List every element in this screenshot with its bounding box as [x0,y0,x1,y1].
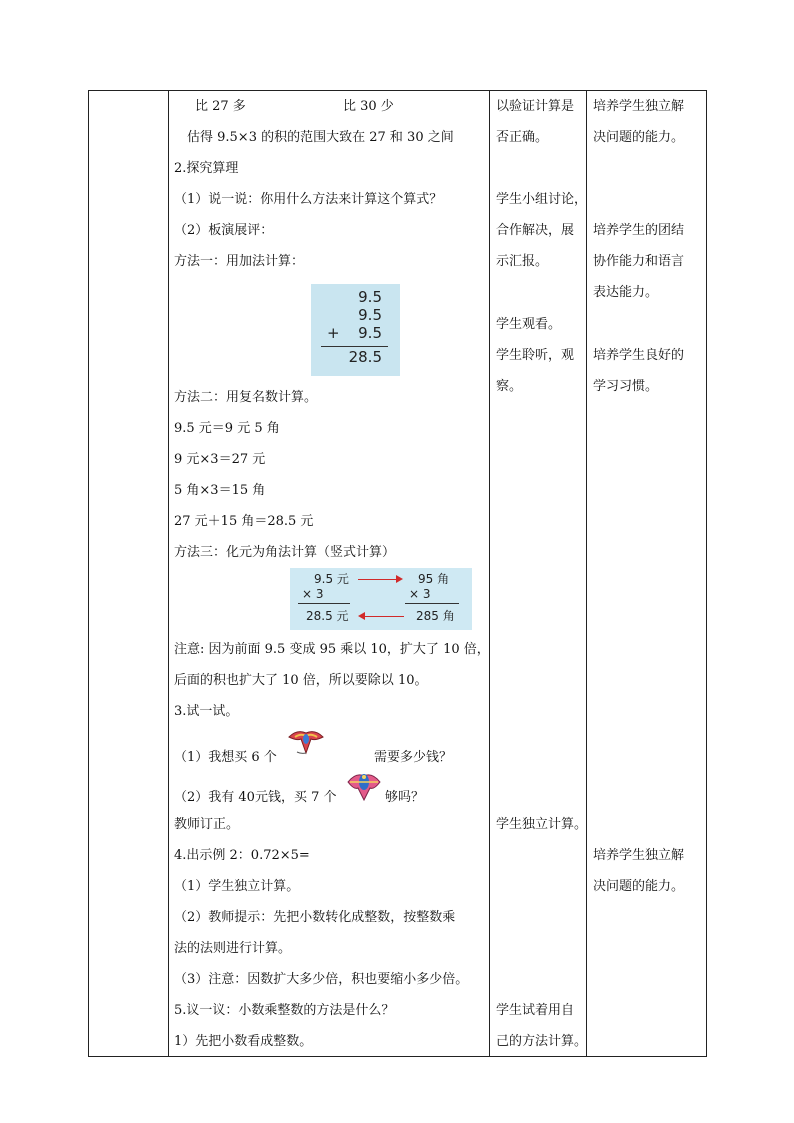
conversion-figure [290,568,472,630]
column-design-intent [587,91,707,1056]
text-line: 协作能力和语言 [593,254,685,269]
text-line: 培养学生独立解 [593,99,685,114]
text-line: 决问题的能力。 [593,130,685,145]
text-line: 否正确。 [496,130,549,145]
text-line: （1）说一说：你用什么方法来计算这个算式？ [174,192,443,207]
left-result: 28.5 元 [306,609,349,623]
text-line: 法的法则进行计算。 [174,941,292,956]
column-teaching-process [169,91,489,1056]
right-multiplier: × 3 [409,587,431,601]
text-line: 培养学生的团结 [593,223,685,238]
text-line: （2）板演展评： [174,223,274,238]
text-line: 学生聆听，观 [496,348,575,363]
text-line: 表达能力。 [593,285,659,300]
addend: 9.5 [358,288,382,306]
text-line: 注意: 因为前面 9.5 变成 95 乘以 10，扩大了 10 倍， [174,642,490,657]
arrow-left [364,616,404,617]
section-heading: 2.探究算理 [174,161,239,176]
text-line: 察。 [496,379,523,394]
text-line: 比 30 少 [343,99,394,114]
sum-line [321,346,388,347]
addend: 9.5 [358,306,382,324]
column-stage [89,91,168,1056]
vertical-addition-figure [311,284,400,376]
text-line: 决问题的能力。 [593,879,685,894]
text-line: 己的方法计算。 [496,1034,588,1049]
section-heading: 3.试一试。 [174,704,239,719]
text-line: （2）我有 40元钱，买 7 个 [174,790,337,805]
text-line: 1）先把小数看成整数。 [174,1034,313,1049]
text-line: 培养学生良好的 [593,348,685,363]
sum: 28.5 [348,348,382,366]
text-line: （2）教师提示：先把小数转化成整数，按整数乘 [174,910,456,925]
section-heading: 4.出示例 2：0.72×5= [174,848,310,863]
arrowhead-right [396,575,403,583]
text-line: 9.5 元＝9 元 5 角 [174,421,280,436]
left-top: 9.5 元 [314,572,349,586]
right-top: 95 角 [418,572,450,586]
text-line: 方法二：用复名数计算。 [174,390,318,405]
text-line: 9 元×3＝27 元 [174,452,266,467]
text-line: 27 元＋15 角＝28.5 元 [174,514,314,529]
lesson-plan-table [88,90,707,1057]
text-line: 教师订正。 [174,817,240,832]
text-line: 学生独立计算。 [496,817,588,832]
text-line: 示汇报。 [496,254,549,269]
text-line: （3）注意：因数扩大多少倍，积也要缩小多少倍。 [174,972,469,987]
left-multiplier: × 3 [302,587,324,601]
text-line: 估得 9.5×3 的积的范围大致在 27 和 30 之间 [187,130,454,145]
arrowhead-left [358,612,365,620]
right-line [405,603,459,604]
text-line: （1）我想买 6 个 [174,750,277,765]
text-line: 学生观看。 [496,317,562,332]
section-heading: 5.议一议：小数乘整数的方法是什么？ [174,1003,395,1018]
text-line: 方法一：用加法计算： [174,254,305,269]
right-result: 285 角 [416,609,455,623]
plus-sign: + [327,324,340,342]
text-line: （1）学生独立计算。 [174,879,300,894]
text-line: 比 27 多 [195,99,246,114]
text-line: 培养学生独立解 [593,848,685,863]
text-line: 5 角×3＝15 角 [174,483,266,498]
text-line: 够吗？ [385,790,425,805]
addend: 9.5 [358,324,382,342]
text-line: 学生小组讨论， [496,192,588,207]
arrow-right [358,579,398,580]
text-line: 后面的积也扩大了 10 倍，所以要除以 10。 [174,673,428,688]
left-line [298,603,350,604]
text-line: 需要多少钱？ [374,750,453,765]
text-line: 学生试着用自 [496,1003,575,1018]
text-line: 学习习惯。 [593,379,659,394]
column-student-activity [490,91,586,1056]
kite-icon [287,727,325,755]
text-line: 以验证计算是 [496,99,575,114]
text-line: 合作解决，展 [496,223,575,238]
text-line: 方法三：化元为角法计算（竖式计算） [174,545,396,560]
kite-icon [344,768,384,802]
